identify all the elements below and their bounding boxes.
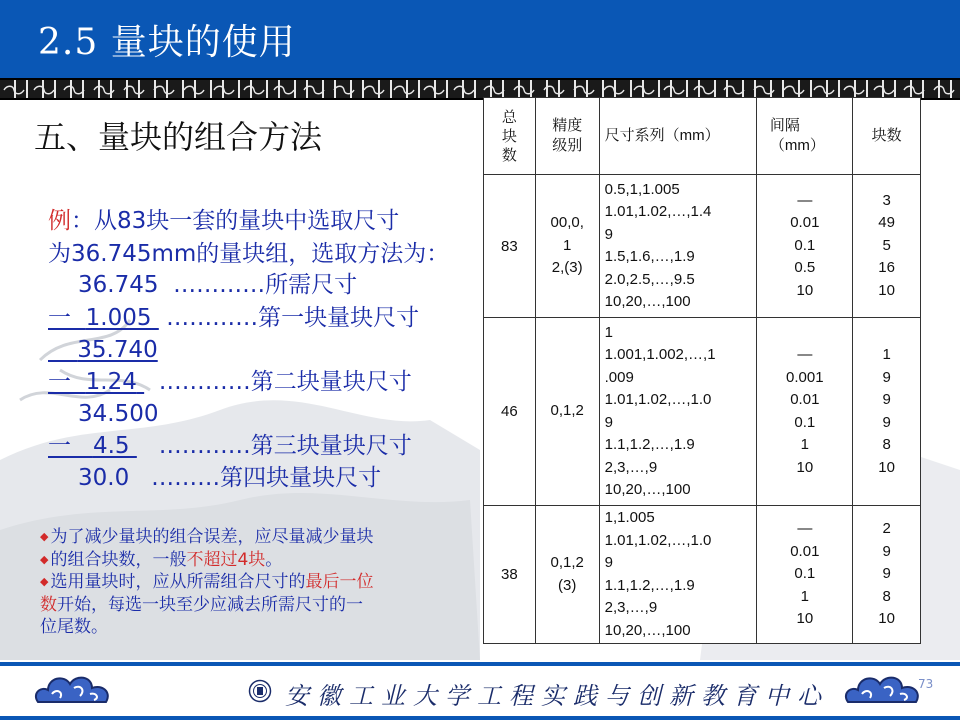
cell-grade: [535, 506, 599, 644]
university-logo-icon: [248, 679, 272, 703]
table-row: [484, 318, 921, 506]
cell-sizes-line: .009: [604, 368, 634, 386]
cell-count-line: 2: [882, 520, 891, 538]
cell-total: 46: [484, 318, 536, 506]
cell-interval-line: 0.1: [794, 565, 816, 583]
cell-interval-line: 10: [796, 281, 814, 299]
calc-line-4: [78, 399, 158, 429]
diamond-bullet-icon: ◆: [40, 530, 49, 543]
cell-grade: [535, 318, 599, 506]
note-1: [40, 526, 480, 549]
header-count: 块数: [853, 98, 921, 175]
diamond-bullet-icon: ◆: [40, 575, 49, 588]
cell-grade-line: (3): [558, 576, 577, 594]
cell-interval: [757, 506, 853, 644]
cell-count-line: 9: [882, 368, 891, 386]
cell-count: [853, 318, 921, 506]
cell-interval-line: 0.01: [790, 542, 820, 560]
calc-result: [48, 337, 158, 363]
cell-count-line: 9: [882, 413, 891, 431]
table-header-row: [484, 98, 921, 175]
cell-count-line: 9: [882, 542, 891, 560]
note-2-end: [40, 616, 480, 639]
calc-value: 34.500: [78, 401, 159, 427]
header-text: 间隔（mm）: [769, 117, 825, 154]
minus-sign: 一: [48, 369, 71, 395]
calc-dots: …………: [173, 272, 266, 298]
note-text: 选用量块时，应从所需组合尺寸的: [50, 572, 306, 592]
example-line-2: 为36.745mm的量块组，选取方法为：: [48, 241, 450, 267]
cell-interval-line: 0.1: [794, 236, 816, 254]
calc-value: 36.745: [78, 272, 159, 298]
cell-sizes-line: 1.01,1.02,…,1.0: [604, 391, 712, 408]
cell-count: [853, 506, 921, 644]
cell-grade-line: 0,1,2: [550, 402, 584, 420]
calc-line-6: [78, 463, 381, 493]
cell-interval-line: 0.01: [790, 391, 820, 408]
cell-count-line: 8: [882, 587, 891, 605]
calc-line-1: [48, 303, 419, 333]
cell-grade: [535, 175, 599, 318]
section-heading: 五、量块的组合方法: [34, 118, 323, 156]
cell-sizes: [599, 175, 757, 318]
scroll-pattern: [0, 84, 960, 96]
calc-value: 1.005: [85, 305, 152, 331]
table-row: [484, 506, 921, 644]
cell-interval-line: 1: [800, 587, 809, 605]
cell-sizes-line: 2,3,…,9: [604, 599, 658, 616]
cell-count-line: 5: [882, 236, 891, 254]
calc-desc: 第一块量块尺寸: [258, 305, 420, 331]
note-2: [40, 571, 480, 594]
calc-subtrahend: [48, 369, 144, 395]
footer-institution: 安徽工业大学工程实践与创新教育中心: [285, 682, 829, 710]
cell-interval-line: 10: [796, 610, 814, 628]
note-emphasis: 数: [40, 594, 57, 615]
calc-line-2: [48, 335, 158, 365]
cell-interval: [757, 318, 853, 506]
cell-interval-line: 10: [796, 458, 814, 476]
cell-count-line: 10: [878, 458, 895, 476]
cell-interval: [757, 175, 853, 318]
cell-count-line: 49: [878, 214, 895, 232]
cell-count-line: 16: [878, 259, 895, 277]
calc-dots: …………: [158, 369, 251, 395]
cell-count-line: 1: [882, 346, 891, 363]
note-2-cont: [40, 594, 480, 617]
cell-interval-line: —: [797, 346, 813, 363]
note-text: 为了减少量块的组合误差，应尽量减少量块: [50, 527, 374, 547]
slide-title: 2.5 量块的使用: [38, 22, 296, 63]
cell-interval-line: 0.01: [790, 214, 820, 232]
cell-sizes-line: 2.0,2.5,…,9.5: [604, 270, 695, 288]
cell-sizes-line: 1.1,1.2,…,1.9: [604, 436, 695, 453]
cell-sizes-line: 1,1.005: [604, 509, 655, 526]
diamond-bullet-icon: ◆: [40, 552, 49, 566]
cell-sizes-line: 1.01,1.02,…,1.4: [604, 203, 712, 220]
cloud-ornament-icon: [840, 668, 930, 714]
cell-interval-line: —: [797, 191, 813, 209]
note-emphasis: 不超过4块: [186, 549, 266, 570]
calc-dots: …………: [166, 305, 259, 331]
cell-count-line: 3: [882, 191, 891, 209]
note-1-cont: [40, 549, 480, 572]
header-interval: [757, 98, 853, 175]
header-bar: [0, 0, 960, 78]
cloud-ornament-icon: [30, 668, 120, 714]
note-text: 的组合块数，一般: [50, 549, 187, 570]
cell-interval-line: —: [797, 520, 813, 538]
cell-sizes-line: 9: [604, 225, 613, 243]
minus-sign: 一: [48, 305, 71, 331]
cell-sizes-line: 10,20,…,100: [604, 621, 691, 639]
cell-count-line: 9: [882, 565, 891, 583]
example-line-1: [48, 206, 399, 236]
cell-sizes-line: 10,20,…,100: [604, 293, 691, 310]
cell-sizes-line: 1.01,1.02,…,1.0: [604, 531, 712, 549]
cell-sizes: [599, 318, 757, 506]
cell-grade-line: 1: [563, 236, 572, 254]
example-prefix: 例: [48, 208, 71, 234]
cell-count-line: 10: [878, 610, 895, 628]
cell-total: 83: [484, 175, 536, 318]
calc-subtrahend: [48, 305, 159, 331]
calc-desc: 第四块量块尺寸: [220, 465, 382, 491]
note-text: 。: [265, 549, 283, 570]
cell-grade-line: 2,(3): [551, 259, 583, 277]
cell-interval-line: 0.001: [786, 368, 824, 386]
calc-line-0: [78, 270, 357, 300]
cell-sizes-line: 1.5,1.6,…,1.9: [604, 248, 695, 265]
cell-sizes-line: 1.1,1.2,…,1.9: [604, 576, 695, 594]
note-text: 位尾数。: [40, 617, 108, 637]
cell-sizes-line: 0.5,1,1.005: [604, 180, 680, 198]
cell-grade-line: 0,1,2: [550, 554, 584, 571]
cell-sizes-line: 10,20,…,100: [604, 481, 691, 498]
header-grade: [535, 98, 599, 175]
header-text: 精度级别: [552, 117, 583, 154]
example-text: ：从83块一套的量块中选取尺寸: [71, 208, 400, 234]
cell-grade-line: 00,0,: [550, 214, 584, 232]
calc-line-5: [48, 431, 412, 461]
cell-count: [853, 175, 921, 318]
cell-sizes-line: 9: [604, 554, 613, 571]
cell-sizes: [599, 506, 757, 644]
cell-total: 38: [484, 506, 536, 644]
calc-value: 35.740: [77, 337, 158, 363]
cell-sizes-line: 1.001,1.002,…,1: [604, 346, 716, 363]
page-number: 73: [918, 677, 934, 691]
header-size-series: 尺寸系列（mm）: [599, 98, 757, 175]
notes-block: [40, 526, 480, 639]
calc-desc: 第二块量块尺寸: [250, 369, 412, 395]
cell-interval-line: 0.1: [794, 413, 816, 431]
cell-sizes-line: 9: [604, 413, 613, 431]
cell-interval-line: 0.5: [794, 259, 816, 277]
calc-desc: 第三块量块尺寸: [250, 433, 412, 459]
calc-value: 30.0: [78, 465, 130, 491]
calc-line-3: [48, 367, 412, 397]
cell-sizes-line: 2,3,…,9: [604, 458, 658, 476]
calc-subtrahend: [48, 433, 137, 459]
cell-sizes-line: 1: [604, 323, 613, 341]
calc-desc: 所需尺寸: [265, 272, 358, 298]
cell-count-line: 8: [882, 436, 891, 453]
note-text: 开始，每选一块至少应减去所需尺寸的一: [57, 594, 363, 615]
calc-dots: ………: [151, 465, 221, 491]
calc-dots: …………: [158, 433, 251, 459]
note-emphasis: 最后一位: [305, 572, 374, 592]
cell-count-line: 10: [878, 281, 895, 299]
header-text: 总块数: [501, 108, 517, 164]
cell-interval-line: 1: [800, 436, 809, 453]
calc-value: 4.5: [92, 433, 130, 459]
minus-sign: 一: [48, 433, 71, 459]
cell-count-line: 9: [882, 391, 891, 408]
table-row: [484, 175, 921, 318]
calc-value: 1.24: [85, 369, 137, 395]
gauge-block-table: [483, 97, 921, 644]
header-total-blocks: [484, 98, 536, 175]
